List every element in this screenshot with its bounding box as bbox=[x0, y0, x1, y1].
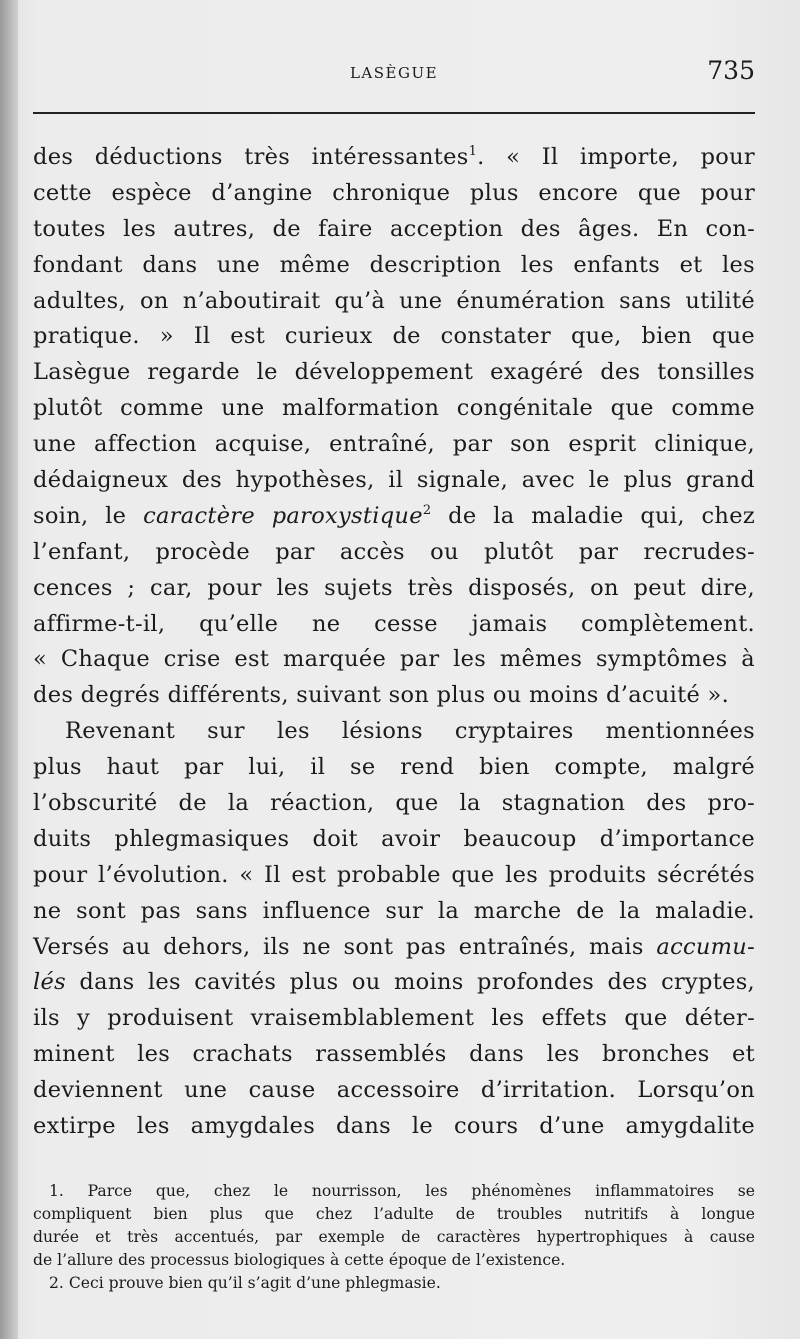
text-line: lés dans les cavités plus ou moins profondes des cryptes, bbox=[33, 969, 755, 996]
italic-word: accumu- bbox=[656, 933, 755, 960]
text-line: pratique. » Il est curieux de constater que, bien que bbox=[33, 323, 755, 350]
text-line: l’enfant, procède par accès ou plutôt par recrudes- bbox=[33, 538, 755, 565]
footnotes bbox=[33, 1180, 755, 1295]
footnote-line: de l’allure des processus biologiques à cette époque de l’existence. bbox=[33, 1251, 566, 1269]
text-line: « Chaque crise est marquée par les mêmes symptômes à bbox=[33, 646, 755, 673]
text-line: cette espèce d’angine chronique plus encore que pour bbox=[33, 179, 755, 206]
text-line: pour l’évolution. « Il est probable que les produits sécrétés bbox=[33, 861, 755, 888]
footnote-2: 2. Ceci prouve bien qu’il s’agit d’une phlegmasie. bbox=[49, 1274, 441, 1292]
text-line: plutôt comme une malformation congénitale que comme bbox=[33, 395, 755, 422]
text-line: toutes les autres, de faire acception des âges. En con- bbox=[33, 215, 755, 242]
book-gutter bbox=[0, 0, 18, 1339]
footnote-line: durée et très accentués, par exemple de caractères hypertrophiques à cause bbox=[33, 1228, 755, 1246]
text-line: des déductions très intéressantes$^1$. « Il importe, pour bbox=[33, 144, 755, 170]
text-line: adultes, on n’aboutirait qu’à une énumération sans utilité bbox=[33, 287, 755, 314]
italic-word: lés bbox=[33, 969, 66, 996]
text-line: dédaigneux des hypothèses, il signale, avec le plus grand bbox=[33, 467, 755, 494]
footnote-mark: 1 bbox=[468, 144, 478, 159]
text-line: ils y produisent vraisemblablement les effets que déter- bbox=[33, 1005, 755, 1032]
text-line: des degrés différents, suivant son plus ou moins d’acuité ». bbox=[33, 682, 730, 709]
running-head: LASÈGUE bbox=[349, 64, 439, 82]
footnote-mark: 2 bbox=[422, 502, 432, 518]
text-line: Lasègue regarde le développement exagéré des tonsilles bbox=[33, 359, 755, 386]
text-line: extirpe les amygdales dans le cours d’une amygdalite bbox=[33, 1113, 755, 1140]
page-header bbox=[33, 52, 755, 92]
text-line: plus haut par lui, il se rend bien compte, malgré bbox=[33, 754, 755, 781]
text-line: affirme-t-il, qu’elle ne cesse jamais complètement. bbox=[33, 610, 755, 637]
text-line: minent les crachats rassemblés dans les bronches et bbox=[33, 1041, 755, 1068]
main-text bbox=[33, 140, 755, 1145]
text-line: fondant dans une même description les enfants et les bbox=[33, 251, 755, 278]
text-line: cences ; car, pour les sujets très disposés, on peut dire, bbox=[33, 574, 755, 601]
text-line: duits phlegmasiques doit avoir beaucoup d’importance bbox=[33, 825, 755, 852]
footnote-line: compliquent bien plus que chez l’adulte de troubles nutritifs à longue bbox=[33, 1205, 755, 1223]
text-line: l’obscurité de la réaction, que la stagnation des pro- bbox=[33, 790, 755, 817]
page-number: 735 bbox=[707, 56, 755, 85]
paragraph-start: Revenant sur les lésions cryptaires mentionnées bbox=[65, 718, 755, 745]
text-line: une affection acquise, entraîné, par son esprit clinique, bbox=[33, 431, 755, 458]
text-line: soin, le caractère paroxystique$^2$ de la maladie qui, chez bbox=[33, 502, 755, 529]
header-rule bbox=[33, 112, 755, 114]
text-line: deviennent une cause accessoire d’irritation. Lorsqu’on bbox=[33, 1077, 755, 1104]
text-line: ne sont pas sans influence sur la marche de la maladie. bbox=[33, 897, 755, 924]
italic-phrase: caractère paroxystique bbox=[143, 502, 423, 529]
footnote-1: 1. Parce que, chez le nourrisson, les phénomènes inflammatoires se bbox=[49, 1182, 755, 1200]
text-line: Versés au dehors, ils ne sont pas entraînés, mais accumu- bbox=[33, 933, 755, 960]
